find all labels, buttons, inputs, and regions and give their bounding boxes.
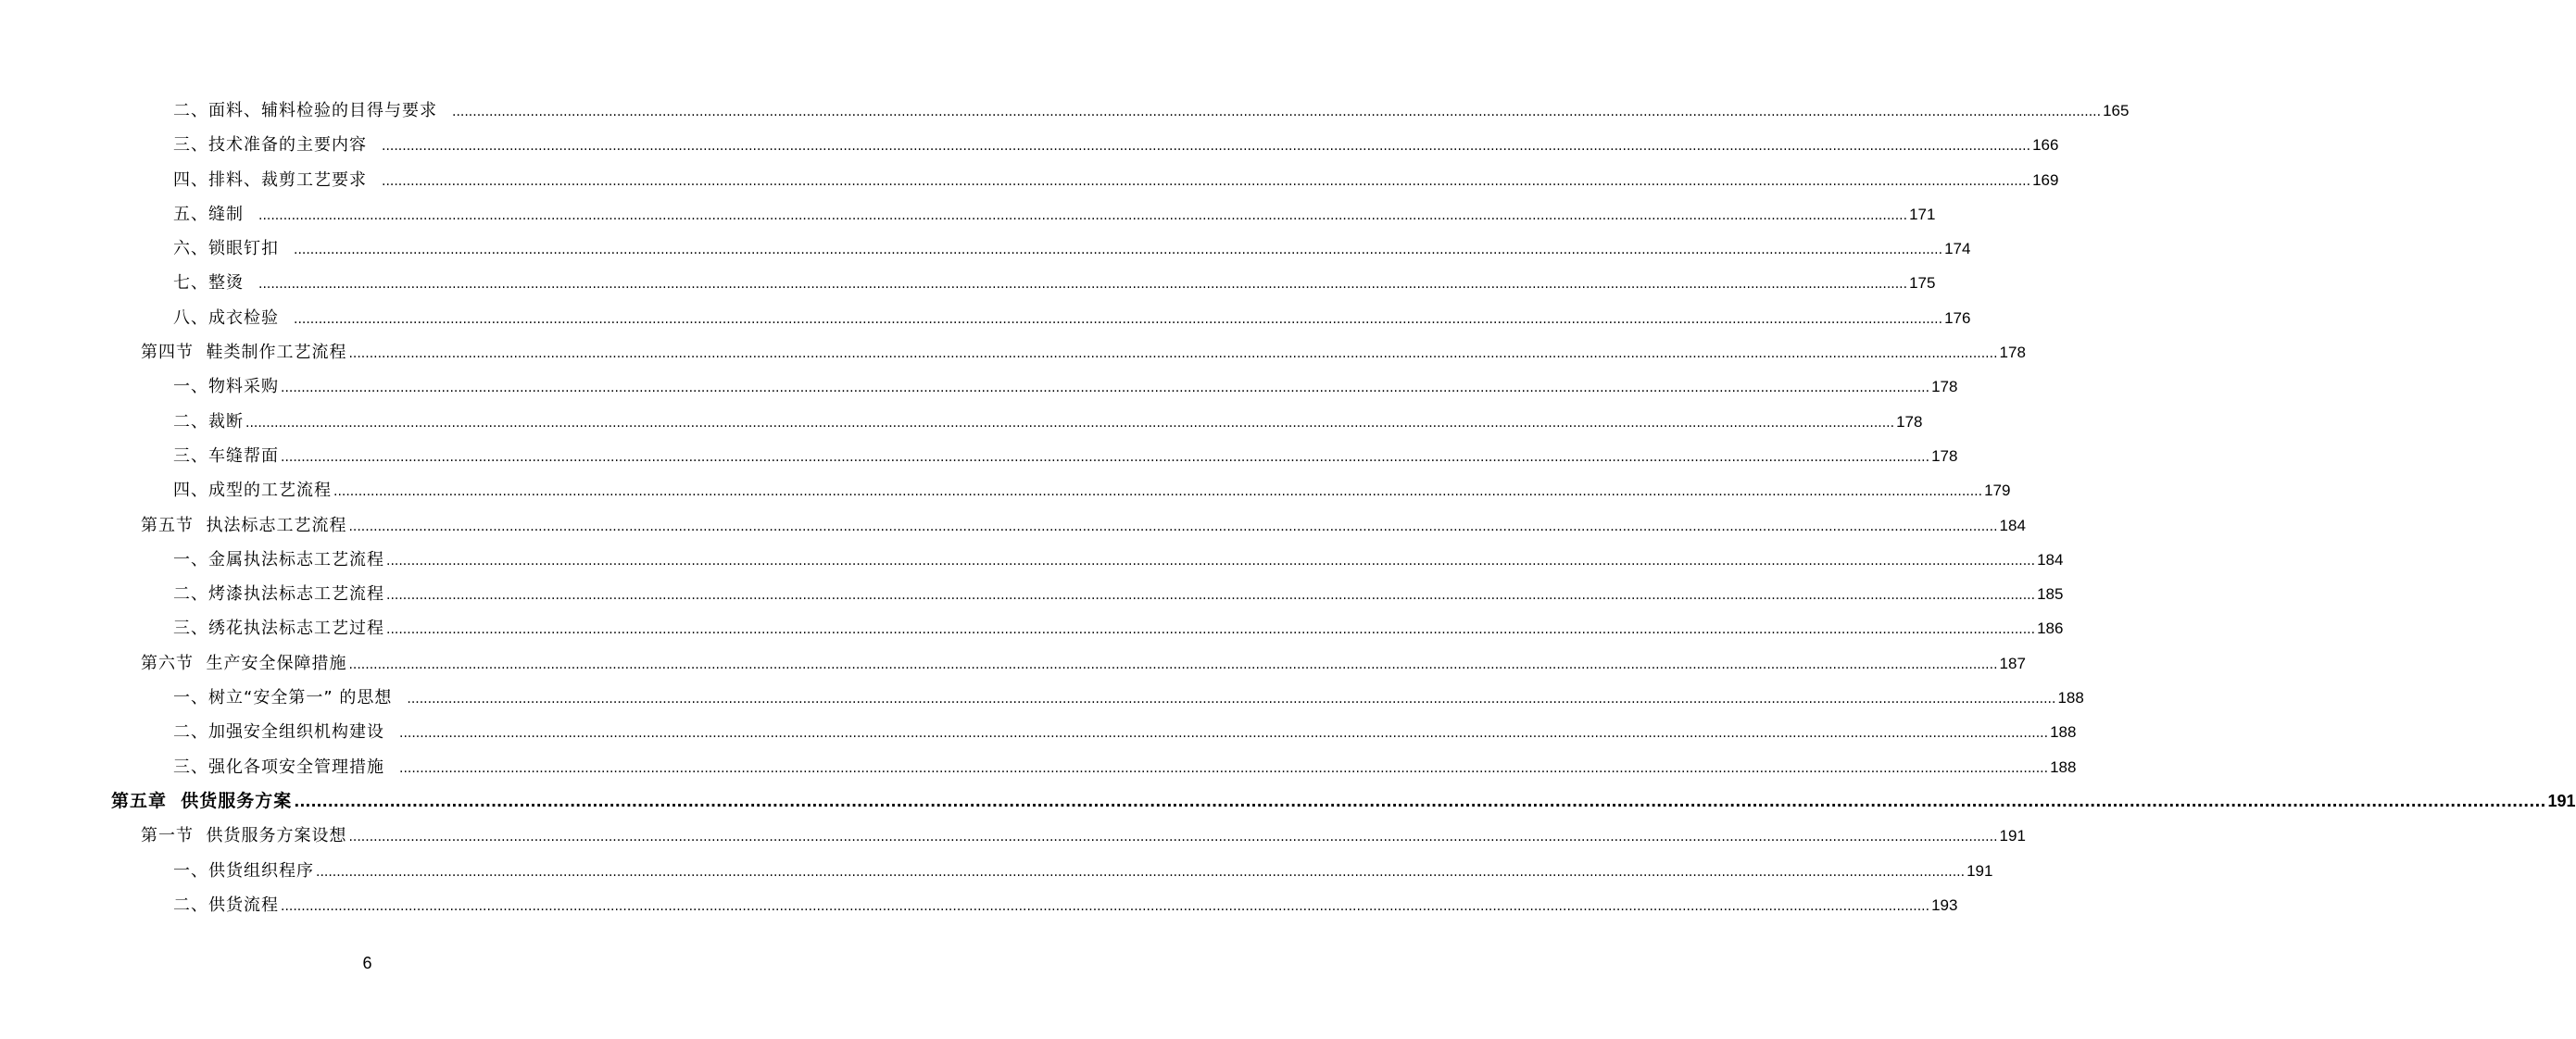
toc-subsection-entry[interactable]: [173, 543, 2064, 577]
toc-entry-page: 178: [1896, 412, 1923, 431]
toc-entry-page: 188: [2050, 757, 2077, 776]
toc-entry-title: 五、缝制: [173, 204, 244, 224]
toc-entry-title: 第一节 供货服务方案设想: [141, 826, 347, 846]
toc-subsection-entry[interactable]: [173, 854, 1993, 888]
toc-entry-title: 一、供货组织程序: [173, 860, 314, 881]
toc-dot-leader: ................................................................................................................................................................................................................................................................................................................................................................................................................: [294, 243, 1943, 258]
toc-dot-leader: ................................................................................................................................................................................................................................................................................................................................................................................................................: [245, 415, 1895, 431]
toc-entry-page: 184: [1999, 516, 2026, 534]
toc-entry-page: 178: [1931, 378, 1958, 396]
toc-subsection-entry[interactable]: [173, 232, 1971, 266]
toc-entry-title: 三、技术准备的主要内容: [173, 135, 367, 156]
toc-entry-title: 二、裁断: [173, 411, 244, 432]
toc-entry-page: 166: [2032, 136, 2059, 155]
toc-section-entry[interactable]: [141, 646, 2026, 681]
toc-entry-page: 178: [1999, 344, 2026, 362]
toc-entry-title: 二、面料、辅料检验的目得与要求: [173, 101, 437, 120]
toc-subsection-entry[interactable]: [173, 888, 1958, 922]
toc-dot-leader: ................................................................................................................................................................................................................................................................................................................................................................................................................: [348, 346, 1998, 362]
toc-dot-leader: ................................................................................................................................................................................................................................................................................................................................................................................................................: [348, 657, 1998, 672]
toc-dot-leader: ................................................................................................................................................................................................................................................................................................................................................................................................................: [294, 311, 1943, 327]
toc-entry-title: 三、车缝帮面: [173, 445, 279, 466]
toc-entry-title: 一、金属执法标志工艺流程: [173, 549, 384, 570]
toc-entry-page: 188: [2050, 723, 2077, 742]
toc-entry-page: 175: [1909, 274, 1936, 293]
toc-dot-leader: ................................................................................................................................................................................................................................................................................................................................................................................................................: [399, 760, 2049, 776]
toc-dot-leader: ................................................................................................................................................................................................................................................................................................................................................................................................................: [281, 898, 1930, 914]
toc-entry-page: 174: [1944, 240, 1971, 258]
toc-entry-title: 第五章 供货服务方案: [111, 790, 293, 811]
toc-dot-leader: ................................................................................................................................................................................................................................................................................................................................................................................................................: [386, 588, 2036, 604]
toc-entry-page: 187: [1999, 654, 2026, 672]
toc-entry-page: 193: [1931, 895, 1958, 914]
toc-entry-title: 一、物料采购: [173, 377, 279, 397]
toc-entry-page: 191: [1967, 861, 1993, 880]
toc-entry-title: 三、绣花执法标志工艺过程: [173, 619, 384, 639]
toc-chapter-entry[interactable]: [111, 784, 2576, 819]
toc-section-entry[interactable]: [141, 819, 2026, 853]
toc-dot-leader: ................................................................................................................................................................................................................................................................................................................................................................................................................: [258, 277, 1908, 293]
toc-entry-title: 第五节 执法标志工艺流程: [141, 515, 347, 535]
toc-subsection-entry[interactable]: [173, 611, 2064, 645]
toc-entry-page: 176: [1944, 308, 1971, 327]
toc-dot-leader: ................................................................................................................................................................................................................................................................................................................................................................................................................: [382, 173, 2031, 189]
toc-subsection-entry[interactable]: [173, 369, 1958, 404]
toc-section-entry[interactable]: [141, 508, 2026, 543]
page-number: 6: [362, 954, 372, 972]
toc-dot-leader: ................................................................................................................................................................................................................................................................................................................................................................................................................: [348, 830, 1998, 845]
toc-entry-title: 第六节 生产安全保障措施: [141, 653, 347, 673]
toc-entry-title: 四、成型的工艺流程: [173, 481, 332, 501]
toc-entry-title: 二、加强安全组织机构建设: [173, 722, 384, 743]
toc-dot-leader: ................................................................................................................................................................................................................................................................................................................................................................................................................: [333, 484, 1983, 500]
toc-subsection-entry[interactable]: [173, 473, 2011, 507]
toc-dot-leader: ................................................................................................................................................................................................................................................................................................................................................................................................................: [399, 726, 2049, 742]
toc-entry-title: 第四节 鞋类制作工艺流程: [141, 343, 347, 363]
toc-entry-page: 179: [1984, 482, 2011, 500]
toc-entry-title: 八、成衣检验: [173, 307, 279, 328]
toc-dot-leader: ................................................................................................................................................................................................................................................................................................................................................................................................................: [386, 622, 2036, 638]
toc-entry-page: 185: [2037, 585, 2064, 604]
toc-entry-page: 184: [2037, 550, 2064, 569]
toc-entry-page: 178: [1931, 446, 1958, 465]
toc-subsection-entry[interactable]: [173, 301, 1971, 335]
toc-entry-page: 171: [1909, 205, 1936, 223]
toc-subsection-entry[interactable]: [173, 128, 2059, 162]
toc-dot-leader: ................................................................................................................................................................................................................................................................................................................................................................................................................: [382, 139, 2031, 155]
toc-subsection-entry[interactable]: [173, 197, 1936, 232]
toc-entry-page: 191: [2547, 791, 2576, 810]
toc-dot-leader: ................................................................................................................................................................................................................................................................................................................................................................................................................: [452, 105, 2102, 119]
toc-subsection-entry[interactable]: [173, 715, 2077, 749]
toc-dot-leader: ................................................................................................................................................................................................................................................................................................................................................................................................................: [407, 692, 2056, 707]
toc-entry-title: 二、烤漆执法标志工艺流程: [173, 584, 384, 605]
toc-dot-leader: ................................................................................................................................................................................................................................................................................................................................................................................................................: [386, 553, 2036, 569]
toc-entry-page: 188: [2057, 689, 2084, 707]
toc-entry-page: 191: [1999, 827, 2026, 845]
toc-entry-page: 165: [2103, 102, 2130, 119]
toc-subsection-entry[interactable]: [173, 163, 2059, 197]
toc-entry-page: 186: [2037, 620, 2064, 638]
toc-subsection-entry[interactable]: [173, 266, 1936, 300]
toc-dot-leader: ................................................................................................................................................................................................................................................................................................................................................................................................................: [348, 519, 1998, 534]
toc-entry-title: 四、排料、裁剪工艺要求: [173, 169, 367, 190]
toc-subsection-entry[interactable]: [173, 94, 2130, 128]
toc-dot-leader: ................................................................................................................................................................................................................................................................................................................................................................................................................: [294, 792, 2546, 810]
toc-dot-leader: ................................................................................................................................................................................................................................................................................................................................................................................................................: [281, 449, 1930, 465]
toc-entry-title: 七、整烫: [173, 273, 244, 294]
toc-dot-leader: ................................................................................................................................................................................................................................................................................................................................................................................................................: [281, 381, 1930, 396]
toc-entry-title: 一、树立“安全第一” 的思想: [173, 688, 393, 708]
toc-subsection-entry[interactable]: [173, 405, 1923, 439]
toc-entry-title: 三、强化各项安全管理措施: [173, 757, 384, 777]
toc-entry-title: 二、供货流程: [173, 895, 279, 915]
toc-dot-leader: ................................................................................................................................................................................................................................................................................................................................................................................................................: [316, 864, 1966, 880]
toc-dot-leader: ................................................................................................................................................................................................................................................................................................................................................................................................................: [258, 207, 1908, 223]
toc-entry-title: 六、锁眼钉扣: [173, 239, 279, 259]
toc-subsection-entry[interactable]: [173, 577, 2064, 611]
toc-entry-page: 169: [2032, 170, 2059, 189]
toc-subsection-entry[interactable]: [173, 439, 1958, 473]
table-of-contents: [0, 94, 2576, 922]
toc-subsection-entry[interactable]: [173, 681, 2084, 715]
toc-section-entry[interactable]: [141, 335, 2026, 369]
toc-subsection-entry[interactable]: [173, 750, 2077, 784]
